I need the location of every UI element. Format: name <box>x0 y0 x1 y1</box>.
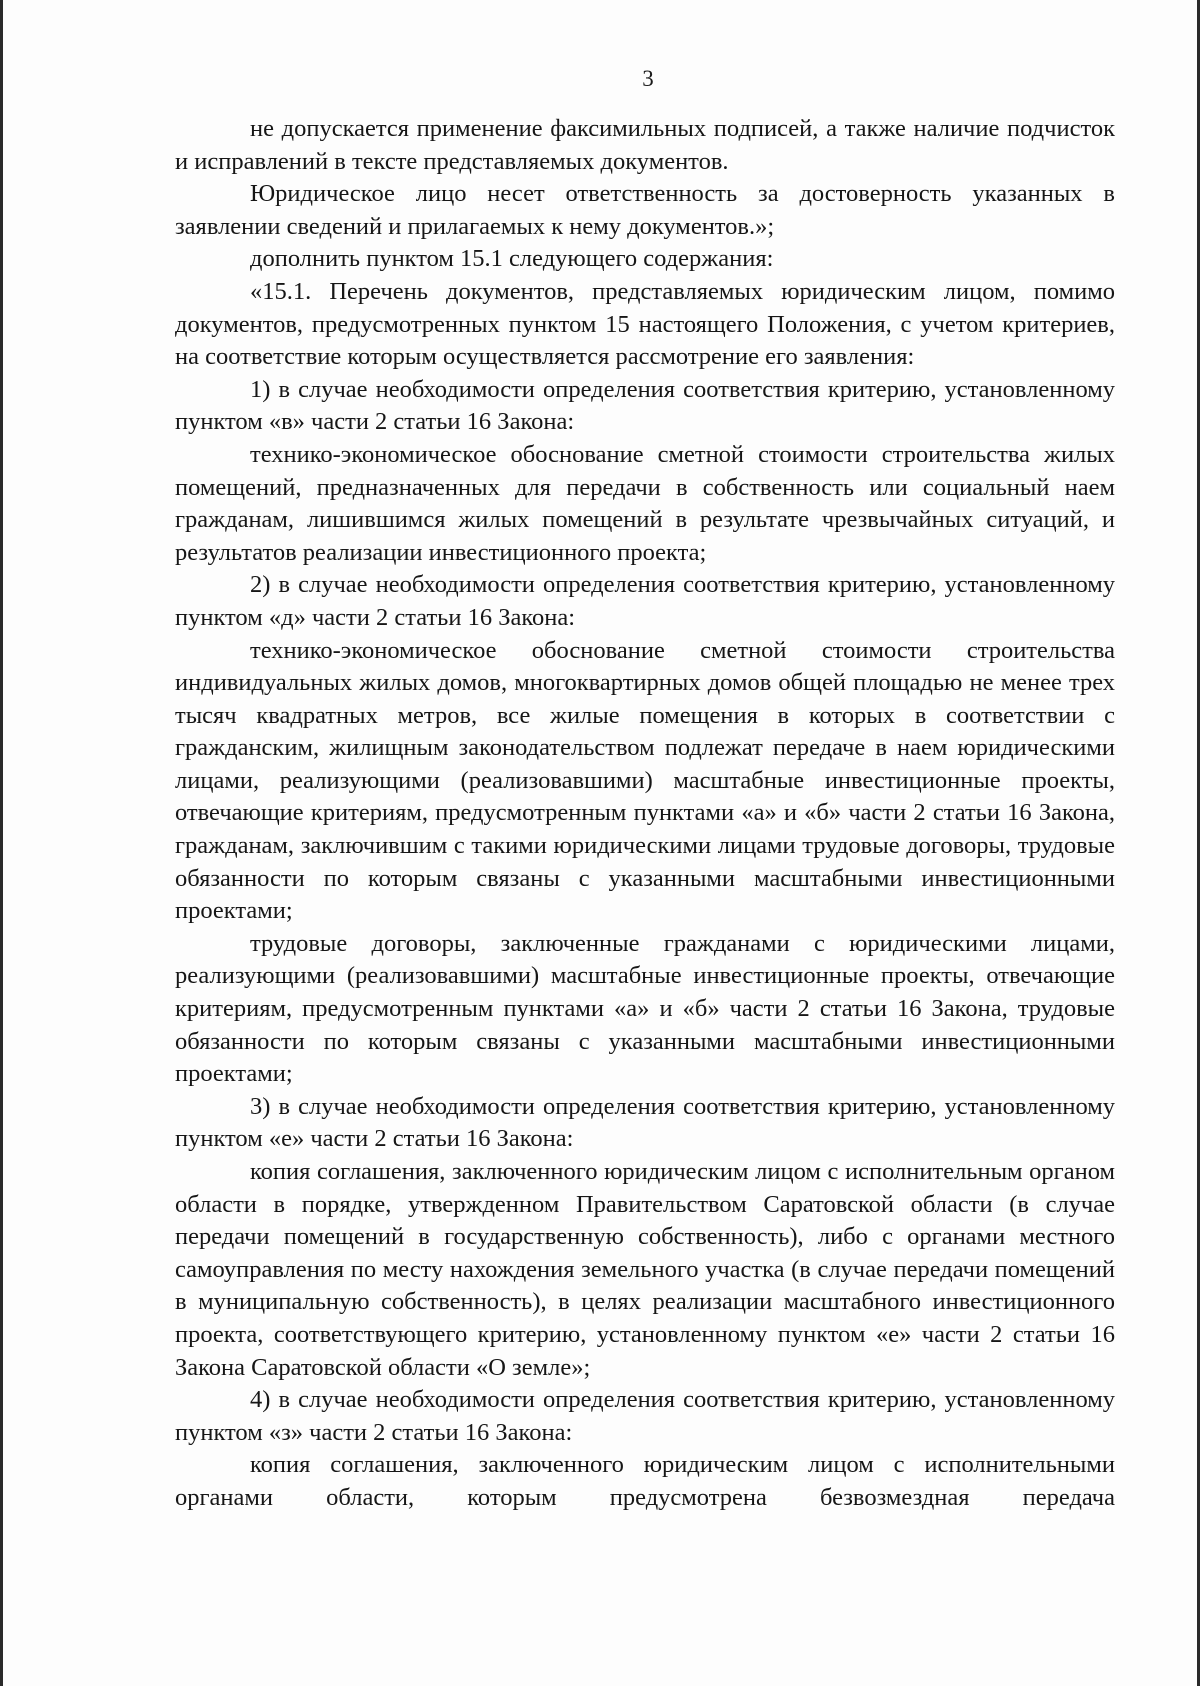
document-body <box>175 113 1115 1515</box>
paragraph-subitem-2: 2) в случае необходимости определения соответствия критерию, установленному пунктом «д» части 2 статьи 16 Закона: <box>175 571 1115 631</box>
paragraph-subitem-3-document: копия соглашения, заключенного юридическим лицом с исполнительным органом области в порядке, утвержденном Правительством Саратовской области (в случае передачи помещений в государственную собственность), либо с органами местного самоуправления по месту нахождения земельного участка (в случае передачи помещений в муниципальную собственность), в целях реализации масштабного инвестиционного проекта, соответствующего критерию, установленному пунктом «е» части 2 статьи 16 Закона Саратовской области «О земле»; <box>175 1158 1115 1381</box>
paragraph-subitem-1: 1) в случае необходимости определения соответствия критерию, установленному пунктом «в» части 2 статьи 16 Закона: <box>175 375 1115 436</box>
paragraph-add-item-15-1: дополнить пунктом 15.1 следующего содержания: <box>250 245 774 273</box>
paragraph-facsimile-prohibition: не допускается применение факсимильных подписей, а также наличие подчисток и исправлений в тексте представляемых документов. <box>175 115 1115 175</box>
paragraph-item-15-1-intro: «15.1. Перечень документов, представляемых юридическим лицом, помимо документов, предусмотренных пунктом 15 настоящего Положения, с учетом критериев, на соответствие которым осуществляется рассмотрение его заявления: <box>175 277 1115 371</box>
paragraph-subitem-4-document: копия соглашения, заключенного юридическим лицом с исполнительными органами области, которым предусмотрена безвозмездная передача <box>175 1451 1115 1511</box>
paragraph-subitem-2-document: технико-экономическое обоснование сметной стоимости строительства индивидуальных жилых домов, многоквартирных домов общей площадью не менее трех тысяч квадратных метров, все жилые помещения в которых в соответствии с гражданским, жилищным законодательством подлежат передаче в наем юридическими лицами, реализующими (реализовавшими) масштабные инвестиционные проекты, отвечающие критериям, предусмотренным пунктами «а» и «б» части 2 статьи 16 Закона, гражданам, заключившим с такими юридическими лицами трудовые договоры, трудовые обязанности по которым связаны с указанными масштабными инвестиционными проектами; <box>175 636 1115 925</box>
paragraph-legal-entity-responsibility: Юридическое лицо несет ответственность за достоверность указанных в заявлении сведений и прилагаемых к нему документов.»; <box>175 180 1115 240</box>
paragraph-subitem-3: 3) в случае необходимости определения соответствия критерию, установленному пунктом «е» части 2 статьи 16 Закона: <box>175 1092 1115 1153</box>
paragraph-subitem-2-labor-contracts: трудовые договоры, заключенные гражданами с юридическими лицами, реализующими (реализовавшими) масштабные инвестиционные проекты, отвечающие критериям, предусмотренным пунктами «а» и «б» части 2 статьи 16 Закона, трудовые обязанности по которым связаны с указанными масштабными инвестиционными проектами; <box>175 929 1115 1088</box>
paragraph-subitem-4: 4) в случае необходимости определения соответствия критерию, установленному пунктом «з» части 2 статьи 16 Закона: <box>175 1386 1115 1446</box>
paragraph-subitem-1-document: технико-экономическое обоснование сметной стоимости строительства жилых помещений, предназначенных для передачи в собственность или социальный наем гражданам, лишившимся жилых помещений в результате чрезвычайных ситуаций, и результатов реализации инвестиционного проекта; <box>175 440 1115 566</box>
page-number: 3 <box>642 66 654 91</box>
